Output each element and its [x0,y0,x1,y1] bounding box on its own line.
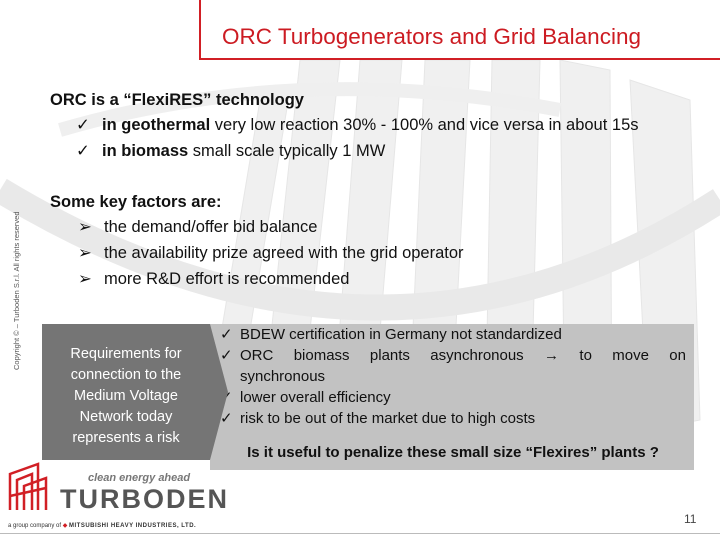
factor-item [50,266,710,292]
check-item-text: very low reaction 30% - 100% and vice versa in about 15s [210,116,639,134]
risk-item [220,387,686,408]
factor-item-text: the demand/offer bid balance [104,218,318,236]
check-item-bold: in biomass [102,142,189,160]
risk-item [220,345,686,366]
risk-item-text: risk to be out of the market due to high costs [240,410,536,427]
closing-question: Is it useful to penalize these small size “Flexires” plants ? [247,444,659,461]
risk-item-text: synchronous [240,368,326,385]
factor-item [50,214,710,240]
group-prefix: a group company of [8,523,62,529]
brand-tagline: clean energy ahead [88,472,191,484]
heading-key-factors: Some key factors are: [50,193,222,211]
checkmark-icon: ✓ [220,389,233,406]
factor-item-text: more R&D effort is recommended [104,270,350,288]
check-item-biomass [50,138,710,164]
checkmark-icon: ✓ [76,116,90,134]
check-item-geothermal [50,112,710,138]
brand-name: TURBODEN [60,484,229,514]
page-number: 11 [684,512,697,526]
main-content [50,88,710,292]
risk-item-text: ORC biomass plants asynchronous → to move on [240,347,686,364]
checkmark-icon: ✓ [220,410,233,427]
arrow-bullet-icon: ➢ [78,218,92,236]
slide-title: ORC Turbogenerators and Grid Balancing [222,24,641,49]
risk-item-continuation [220,366,686,387]
arrow-bullet-icon: ➢ [78,244,92,262]
title-accent-vertical [199,0,201,58]
heading-flexires: ORC is a “FlexiRES” technology [50,91,304,109]
footer-divider [0,533,720,534]
risk-item-text: lower overall efficiency [240,389,391,406]
risk-item [220,324,686,345]
title-accent-horizontal [199,58,720,60]
check-item-bold: in geothermal [102,116,211,134]
group-company-note [8,522,196,529]
mitsubishi-diamond-icon: ◆ [62,523,68,529]
risk-item [220,408,686,429]
arrow-bullet-icon: ➢ [78,270,92,288]
factor-item [50,240,710,266]
group-company-name: MITSUBISHI HEAVY INDUSTRIES, LTD. [69,523,197,529]
risk-item-text: BDEW certification in Germany not standardized [240,326,562,343]
factor-item-text: the availability prize agreed with the grid operator [104,244,464,262]
checkmark-icon: ✓ [220,347,233,364]
copyright-notice: Copyright © – Turboden S.r.l. All rights reserved [12,211,21,370]
requirements-text: Requirements for connection to the Medium Voltage Network today represents a risk [70,346,182,446]
requirements-arrow-shape [210,324,228,460]
risks-box [210,324,694,470]
checkmark-icon: ✓ [76,142,90,160]
checkmark-icon: ✓ [220,326,233,343]
check-item-text: small scale typically 1 MW [188,142,386,160]
